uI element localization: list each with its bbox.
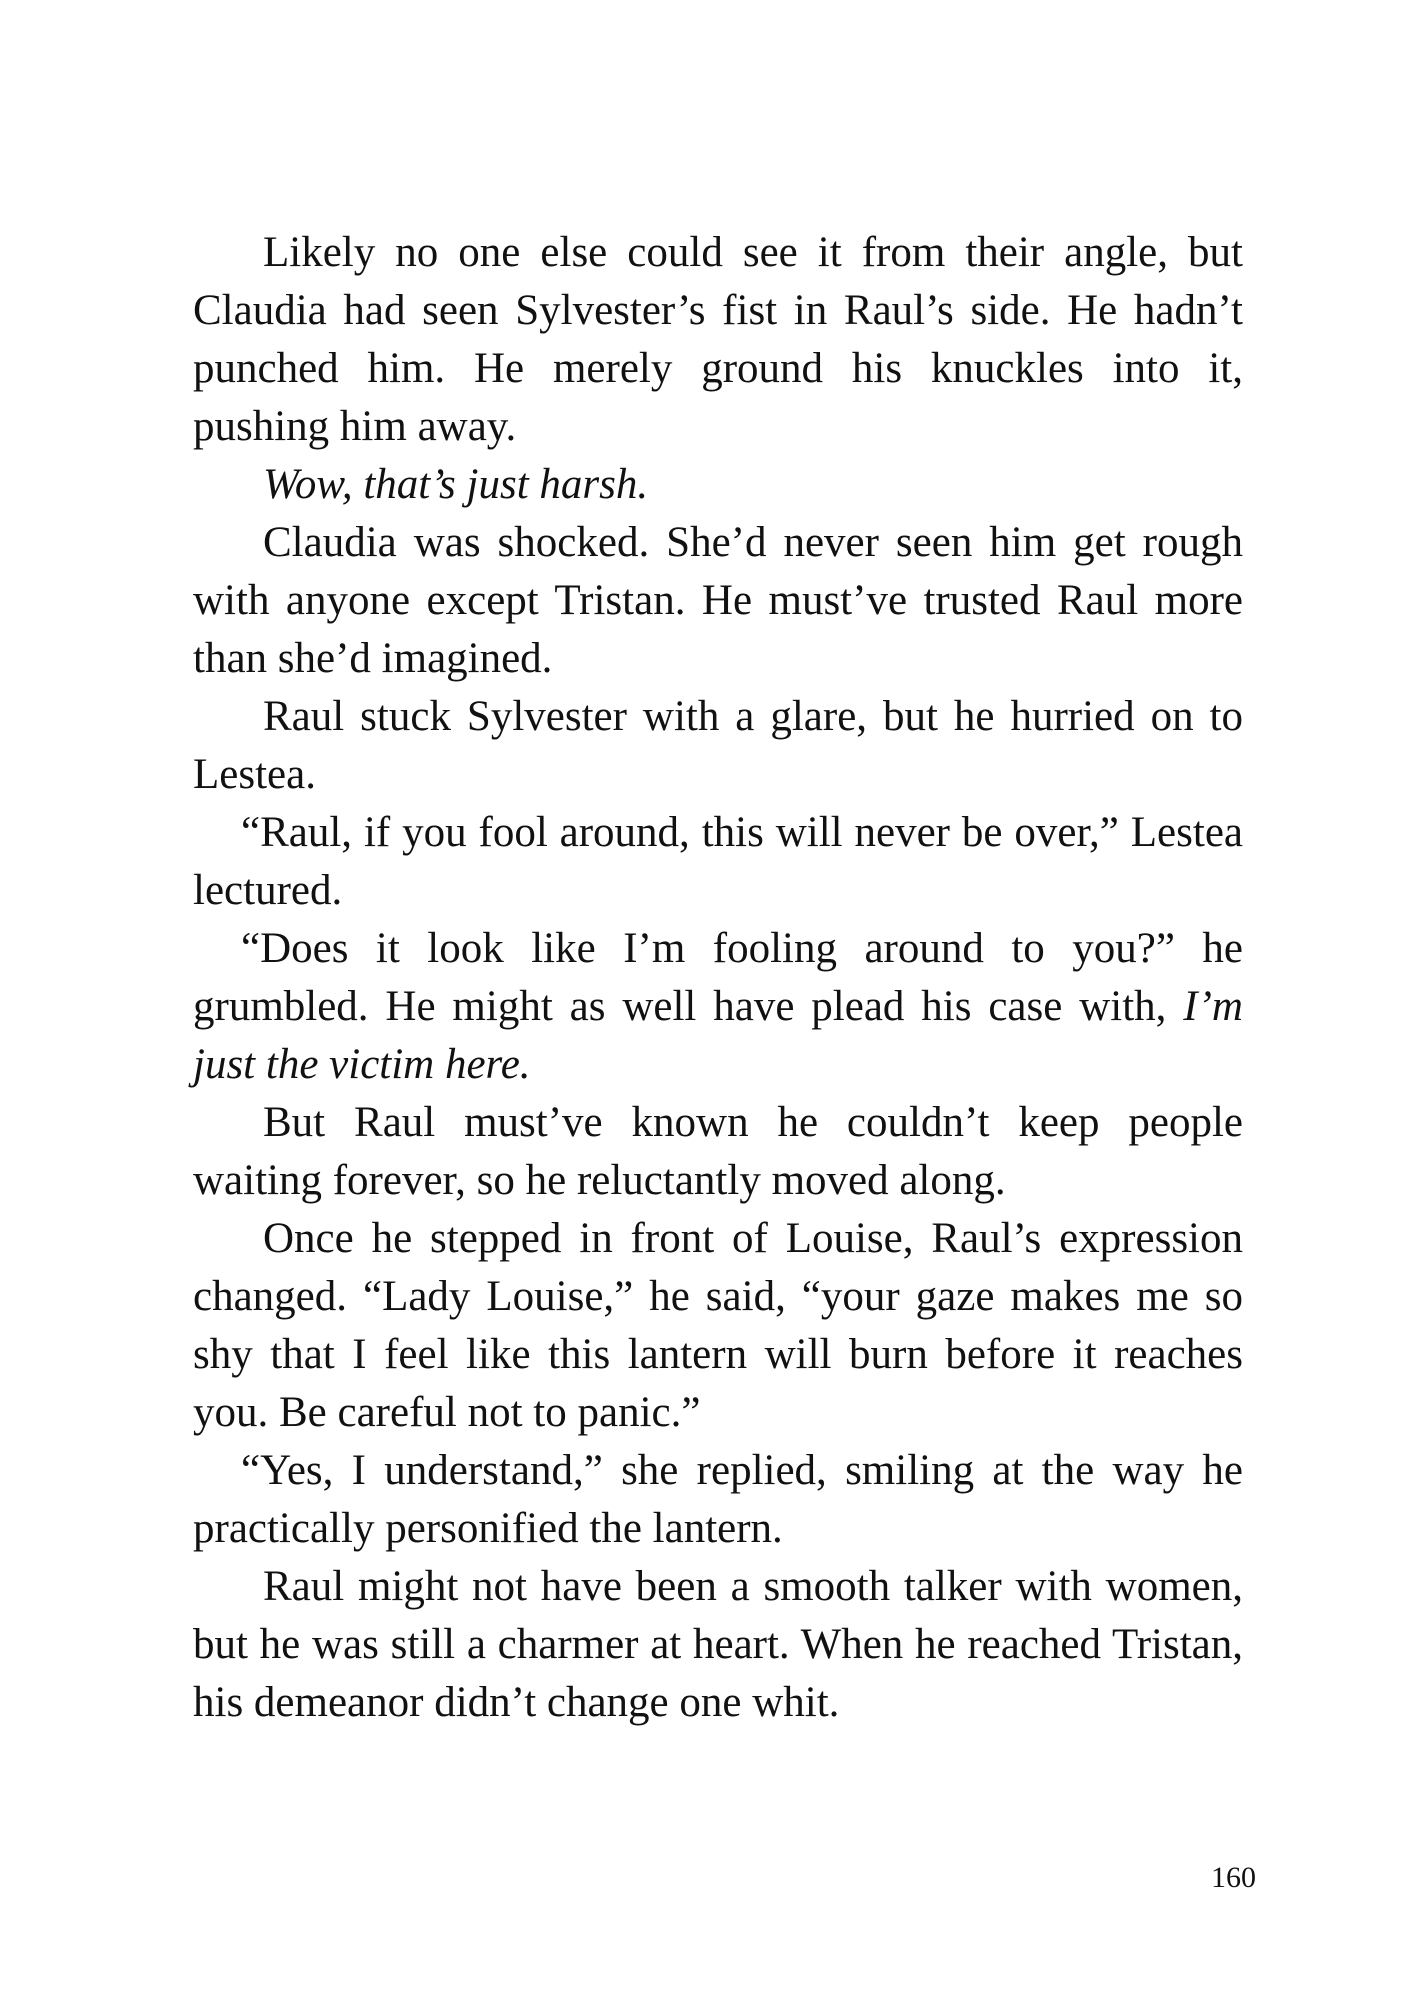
paragraph-6: [193, 920, 1243, 1094]
paragraph-6-thought: I’m just the victim here.: [193, 983, 1243, 1088]
paragraph-1: Likely no one else could see it from their angle, but Claudia had seen Sylvester’s fist in Raul’s side. He hadn’t punched him. He merely ground his knuckles into it, pushing him away.: [193, 229, 1243, 450]
paragraph-10: Raul might not have been a smooth talker with women, but he was still a charmer at heart. When he reached Tristan, his demeanor didn’t change one whit.: [193, 1563, 1243, 1726]
paragraph-4: Raul stuck Sylvester with a glare, but he hurried on to Lestea.: [193, 693, 1243, 798]
paragraph-6-text: “Does it look like I’m fooling around to you?” he grumbled. He might as well have plead his case with,: [193, 925, 1243, 1030]
paragraph-7: But Raul must’ve known he couldn’t keep people waiting forever, so he reluctantly moved along.: [193, 1099, 1243, 1204]
paragraph-3: Claudia was shocked. She’d never seen him get rough with anyone except Tristan. He must’ve trusted Raul more than she’d imagined.: [193, 519, 1243, 682]
paragraph-9: “Yes, I understand,” she replied, smiling at the way he practically personified the lantern.: [193, 1447, 1243, 1552]
body-text: [193, 224, 1243, 1732]
page-number: 160: [1211, 1861, 1256, 1894]
paragraph-5: “Raul, if you fool around, this will never be over,” Lestea lectured.: [193, 809, 1243, 914]
paragraph-2-thought: Wow, that’s just harsh.: [263, 461, 649, 508]
paragraph-8: Once he stepped in front of Louise, Raul’s expression changed. “Lady Louise,” he said, “your gaze makes me so shy that I feel like this lantern will burn before it reaches you. Be careful not to panic.”: [193, 1215, 1243, 1436]
